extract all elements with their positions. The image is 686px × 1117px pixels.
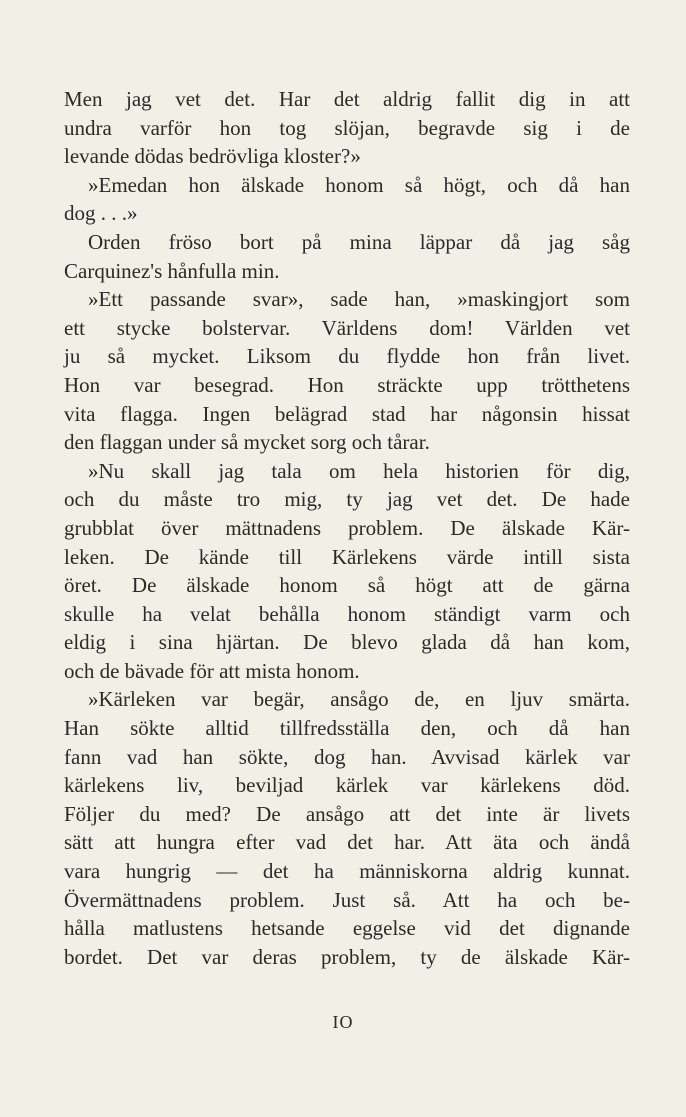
text-line: Övermättnadens problem. Just så. Att ha och be- bbox=[64, 887, 630, 912]
text-line: dog . . .» bbox=[64, 201, 138, 226]
text-line: ett stycke bolstervar. Världens dom! Världen vet bbox=[64, 315, 630, 340]
text-line: Orden fröso bort på mina läppar då jag såg bbox=[88, 229, 630, 254]
text-line: grubblat över mättnadens problem. De älskade Kär- bbox=[64, 515, 630, 540]
text-line: »Kärleken var begär, ansågo de, en ljuv smärta. bbox=[88, 687, 630, 712]
text-line: »Emedan hon älskade honom så högt, och då han bbox=[88, 172, 630, 197]
text-line: vara hungrig — det ha människorna aldrig kunnat. bbox=[64, 859, 630, 884]
text-line: Carquinez's hånfulla min. bbox=[64, 258, 280, 283]
text-line: Hon var besegrad. Hon sträckte upp trötthetens bbox=[64, 372, 630, 397]
text-line: öret. De älskade honom så högt att de gärna bbox=[64, 573, 630, 598]
text-line: »Nu skall jag tala om hela historien för dig, bbox=[88, 458, 630, 483]
text-line: »Ett passande svar», sade han, »maskingjort som bbox=[88, 287, 630, 312]
text-line: leken. De kände till Kärlekens värde intill sista bbox=[64, 544, 630, 569]
text-line: undra varför hon tog slöjan, begravde sig i de bbox=[64, 115, 630, 140]
text-line: levande dödas bedrövliga kloster?» bbox=[64, 144, 361, 169]
text-line: kärlekens liv, beviljad kärlek var kärlekens död. bbox=[64, 773, 630, 798]
text-line: skulle ha velat behålla honom ständigt varm och bbox=[64, 601, 630, 626]
text-line: ju så mycket. Liksom du flydde hon från livet. bbox=[64, 344, 630, 369]
text-line: hålla matlustens hetsande eggelse vid det dignande bbox=[64, 916, 630, 941]
text-line: och de bävade för att mista honom. bbox=[64, 658, 360, 683]
text-line: sätt att hungra efter vad det har. Att äta och ändå bbox=[64, 830, 630, 855]
text-line: Men jag vet det. Har det aldrig fallit dig in att bbox=[64, 87, 630, 111]
page-number: IO bbox=[332, 1012, 354, 1032]
text-line: och du måste tro mig, ty jag vet det. De hade bbox=[64, 487, 630, 512]
body-text bbox=[64, 85, 630, 971]
text-line: den flaggan under så mycket sorg och tårar. bbox=[64, 430, 430, 455]
text-line: fann vad han sökte, dog han. Avvisad kärlek var bbox=[64, 744, 630, 769]
text-line: bordet. Det var deras problem, ty de älskade Kär- bbox=[64, 944, 630, 969]
text-line: Han sökte alltid tillfredsställa den, och då han bbox=[64, 716, 630, 741]
text-line: vita flagga. Ingen belägrad stad har någonsin hissat bbox=[64, 401, 630, 426]
text-line: Följer du med? De ansågo att det inte är livets bbox=[64, 801, 630, 826]
text-line: eldig i sina hjärtan. De blevo glada då han kom, bbox=[64, 630, 630, 655]
